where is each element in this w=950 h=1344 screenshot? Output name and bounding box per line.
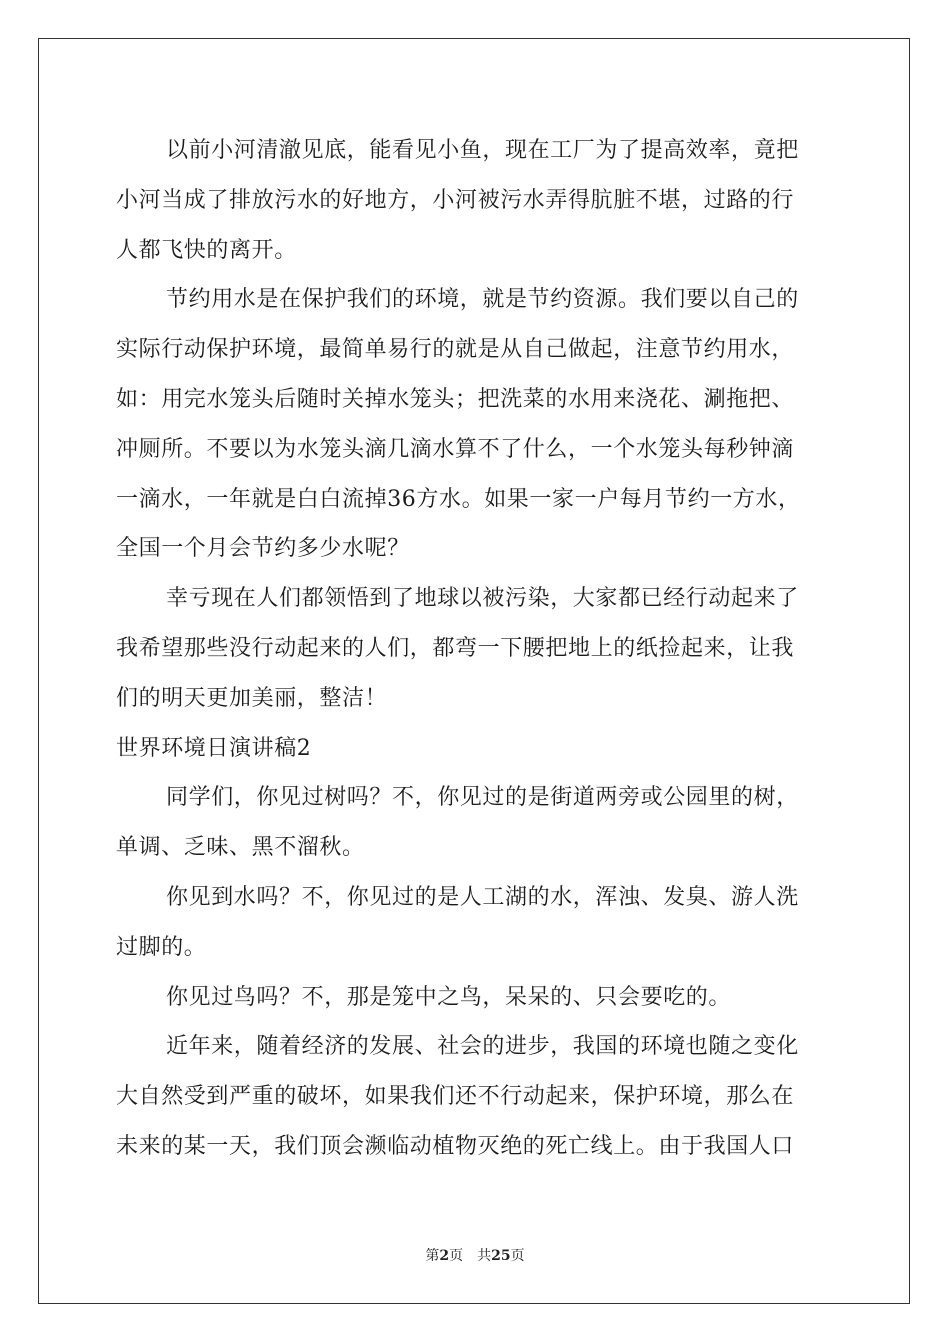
text-line: 世界环境日演讲稿2 [116, 735, 312, 761]
total-pages: 25 [491, 1248, 511, 1264]
text-line: 小河当成了排放污水的好地方，小河被污水弄得肮脏不堪，过路的行 [116, 187, 795, 213]
text-line: 你见过鸟吗？不，那是笼中之鸟，呆呆的、只会要吃的。 [166, 984, 732, 1010]
text-line: 大自然受到严重的破坏，如果我们还不行动起来，保护环境，那么在 [116, 1084, 795, 1110]
text-line: 过脚的。 [116, 934, 207, 960]
text-line: 节约用水是在保护我们的环境，就是节约资源。我们要以自己的 [166, 287, 799, 313]
text-line: 们的明天更加美丽，整洁！ [116, 685, 388, 711]
page-number: 2 [439, 1248, 450, 1264]
text-line: 人都飞快的离开。 [116, 237, 297, 263]
text-line: 一滴水，一年就是白白流掉36方水。如果一家一户每月节约一方水， [116, 486, 801, 512]
document-body [116, 126, 838, 1172]
total-prefix: 共 [477, 1248, 492, 1264]
text-line: 实际行动保护环境，最简单易行的就是从自己做起，注意节约用水， [116, 337, 795, 363]
total-suffix: 页 [510, 1248, 525, 1264]
text-line: 近年来，随着经济的发展、社会的进步，我国的环境也随之变化 [166, 1034, 799, 1060]
text-line: 同学们，你见过树吗？不，你见过的是街道两旁或公园里的树， [166, 785, 799, 811]
page-suffix: 页 [449, 1248, 464, 1264]
text-line: 你见到水吗？不，你见过的是人工湖的水，浑浊、发臭、游人洗 [166, 884, 799, 910]
text-line: 全国一个月会节约多少水呢？ [116, 536, 410, 562]
page-footer [0, 1245, 950, 1265]
text-line: 单调、乏味、黑不溜秋。 [116, 835, 365, 861]
text-line: 冲厕所。不要以为水笼头滴几滴水算不了什么，一个水笼头每秒钟滴 [116, 436, 795, 462]
text-line: 我希望那些没行动起来的人们，都弯一下腰把地上的纸捡起来，让我 [116, 635, 795, 661]
text-line: 未来的某一天，我们顶会濒临动植物灭绝的死亡线上。由于我国人口 [116, 1133, 795, 1159]
text-line: 以前小河清澈见底，能看见小鱼，现在工厂为了提高效率，竟把 [166, 138, 799, 163]
text-line: 幸亏现在人们都领悟到了地球以被污染，大家都已经行动起来了 [166, 586, 799, 612]
text-line: 如：用完水笼头后随时关掉水笼头；把洗菜的水用来浇花、涮拖把、 [116, 386, 795, 412]
page-prefix: 第 [425, 1248, 440, 1264]
